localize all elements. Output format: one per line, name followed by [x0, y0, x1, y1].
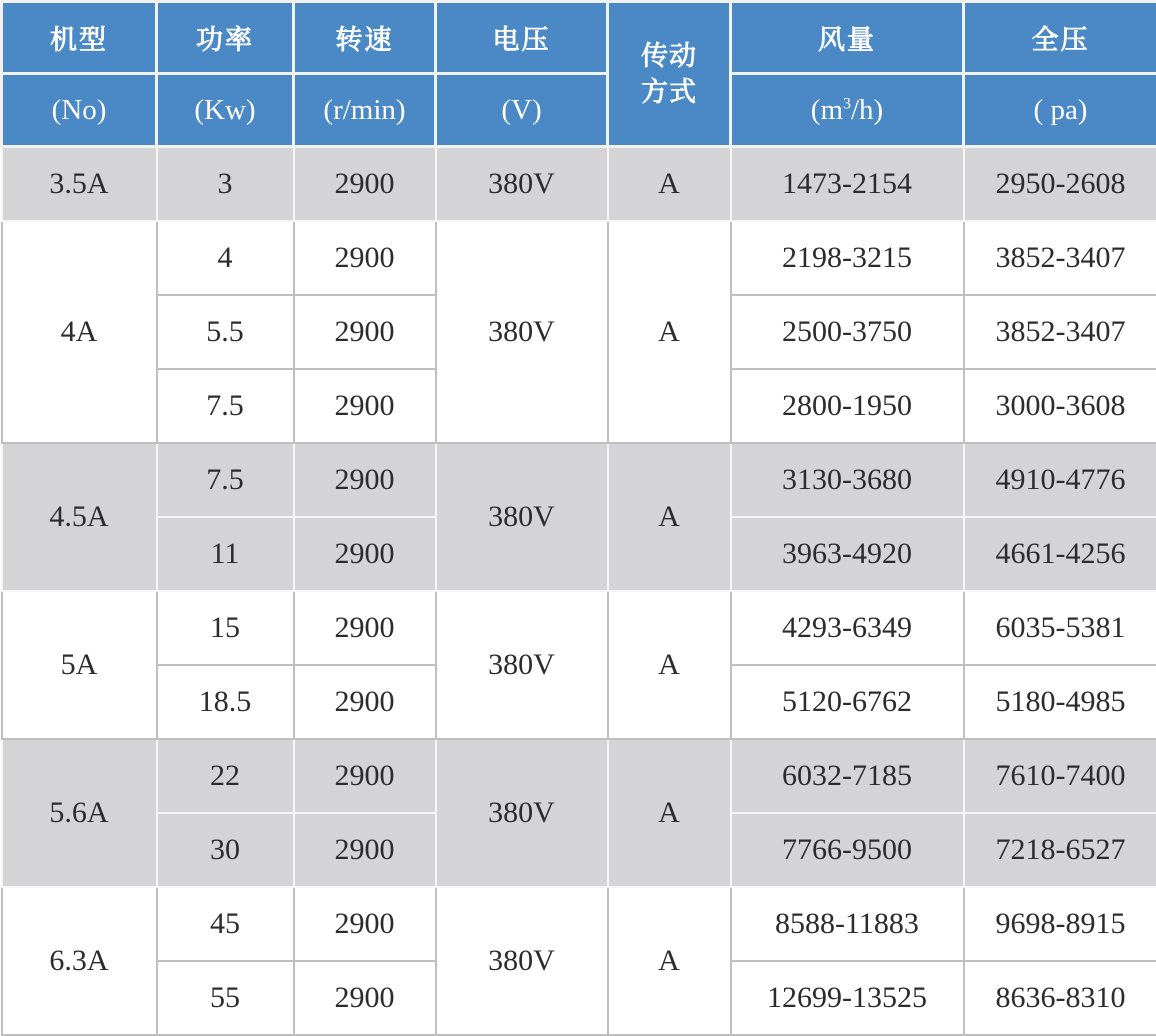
table-row	[2, 443, 1156, 517]
header-drive-title	[608, 2, 731, 147]
cell-airflow: 3130-3680	[731, 443, 964, 517]
cell-model: 4.5A	[2, 443, 157, 591]
cell-drive: A	[608, 443, 731, 591]
cell-speed: 2900	[294, 369, 436, 443]
cell-pressure: 4661-4256	[964, 517, 1156, 591]
cell-voltage: 380V	[436, 887, 608, 1035]
header-speed-title: 转速	[294, 2, 436, 74]
cell-speed: 2900	[294, 739, 436, 813]
cell-airflow: 8588-11883	[731, 887, 964, 961]
cell-airflow: 12699-13525	[731, 961, 964, 1035]
cell-voltage: 380V	[436, 221, 608, 443]
cell-power: 7.5	[157, 443, 294, 517]
cell-speed: 2900	[294, 147, 436, 221]
cell-airflow: 2500-3750	[731, 295, 964, 369]
cell-pressure: 5180-4985	[964, 665, 1156, 739]
table-row	[2, 221, 1156, 295]
cell-pressure: 3852-3407	[964, 295, 1156, 369]
cell-power: 45	[157, 887, 294, 961]
cell-pressure: 7610-7400	[964, 739, 1156, 813]
header-airflow-unit	[731, 74, 964, 147]
cell-power: 4	[157, 221, 294, 295]
cell-power: 7.5	[157, 369, 294, 443]
header-power-title: 功率	[157, 2, 294, 74]
cell-speed: 2900	[294, 221, 436, 295]
cell-drive: A	[608, 221, 731, 443]
cell-model: 5.6A	[2, 739, 157, 887]
cell-airflow: 4293-6349	[731, 591, 964, 665]
cell-drive: A	[608, 739, 731, 887]
header-pressure-title: 全压	[964, 2, 1156, 74]
airflow-unit-close: /h)	[851, 94, 883, 126]
header-unit-row	[2, 74, 1156, 147]
header-title-row	[2, 2, 1156, 74]
cell-power: 11	[157, 517, 294, 591]
cell-airflow: 5120-6762	[731, 665, 964, 739]
cell-model: 3.5A	[2, 147, 157, 221]
header-voltage-title: 电压	[436, 2, 608, 74]
cell-airflow: 2800-1950	[731, 369, 964, 443]
header-model-unit: (No)	[2, 74, 157, 147]
airflow-unit-open: (m	[811, 94, 843, 126]
cell-speed: 2900	[294, 443, 436, 517]
cell-speed: 2900	[294, 961, 436, 1035]
cell-power: 55	[157, 961, 294, 1035]
header-pressure-unit: ( pa)	[964, 74, 1156, 147]
cell-pressure: 8636-8310	[964, 961, 1156, 1035]
table-row	[2, 739, 1156, 813]
cell-power: 3	[157, 147, 294, 221]
cell-power: 22	[157, 739, 294, 813]
cell-speed: 2900	[294, 591, 436, 665]
cell-pressure: 4910-4776	[964, 443, 1156, 517]
cell-pressure: 2950-2608	[964, 147, 1156, 221]
cell-speed: 2900	[294, 887, 436, 961]
cell-pressure: 3000-3608	[964, 369, 1156, 443]
cell-drive: A	[608, 887, 731, 1035]
header-airflow-title: 风量	[731, 2, 964, 74]
table-row	[2, 147, 1156, 221]
cell-model: 6.3A	[2, 887, 157, 1035]
cell-speed: 2900	[294, 295, 436, 369]
cell-voltage: 380V	[436, 739, 608, 887]
table-row	[2, 887, 1156, 961]
cell-pressure: 3852-3407	[964, 221, 1156, 295]
airflow-unit-sup: 3	[843, 95, 851, 112]
header-drive-line1: 传动	[609, 38, 729, 74]
cell-pressure: 9698-8915	[964, 887, 1156, 961]
cell-voltage: 380V	[436, 591, 608, 739]
cell-voltage: 380V	[436, 147, 608, 221]
cell-speed: 2900	[294, 517, 436, 591]
cell-airflow: 1473-2154	[731, 147, 964, 221]
cell-pressure: 6035-5381	[964, 591, 1156, 665]
cell-power: 5.5	[157, 295, 294, 369]
cell-airflow: 6032-7185	[731, 739, 964, 813]
header-model-title: 机型	[2, 2, 157, 74]
cell-airflow: 7766-9500	[731, 813, 964, 887]
cell-power: 15	[157, 591, 294, 665]
cell-voltage: 380V	[436, 443, 608, 591]
cell-model: 4A	[2, 221, 157, 443]
header-drive-line2: 方式	[609, 74, 729, 110]
cell-drive: A	[608, 591, 731, 739]
cell-drive: A	[608, 147, 731, 221]
header-power-unit: (Kw)	[157, 74, 294, 147]
cell-airflow: 2198-3215	[731, 221, 964, 295]
cell-model: 5A	[2, 591, 157, 739]
header-voltage-unit: (V)	[436, 74, 608, 147]
cell-power: 18.5	[157, 665, 294, 739]
cell-speed: 2900	[294, 665, 436, 739]
header-speed-unit: (r/min)	[294, 74, 436, 147]
table-row	[2, 591, 1156, 665]
cell-airflow: 3963-4920	[731, 517, 964, 591]
cell-pressure: 7218-6527	[964, 813, 1156, 887]
cell-power: 30	[157, 813, 294, 887]
cell-speed: 2900	[294, 813, 436, 887]
